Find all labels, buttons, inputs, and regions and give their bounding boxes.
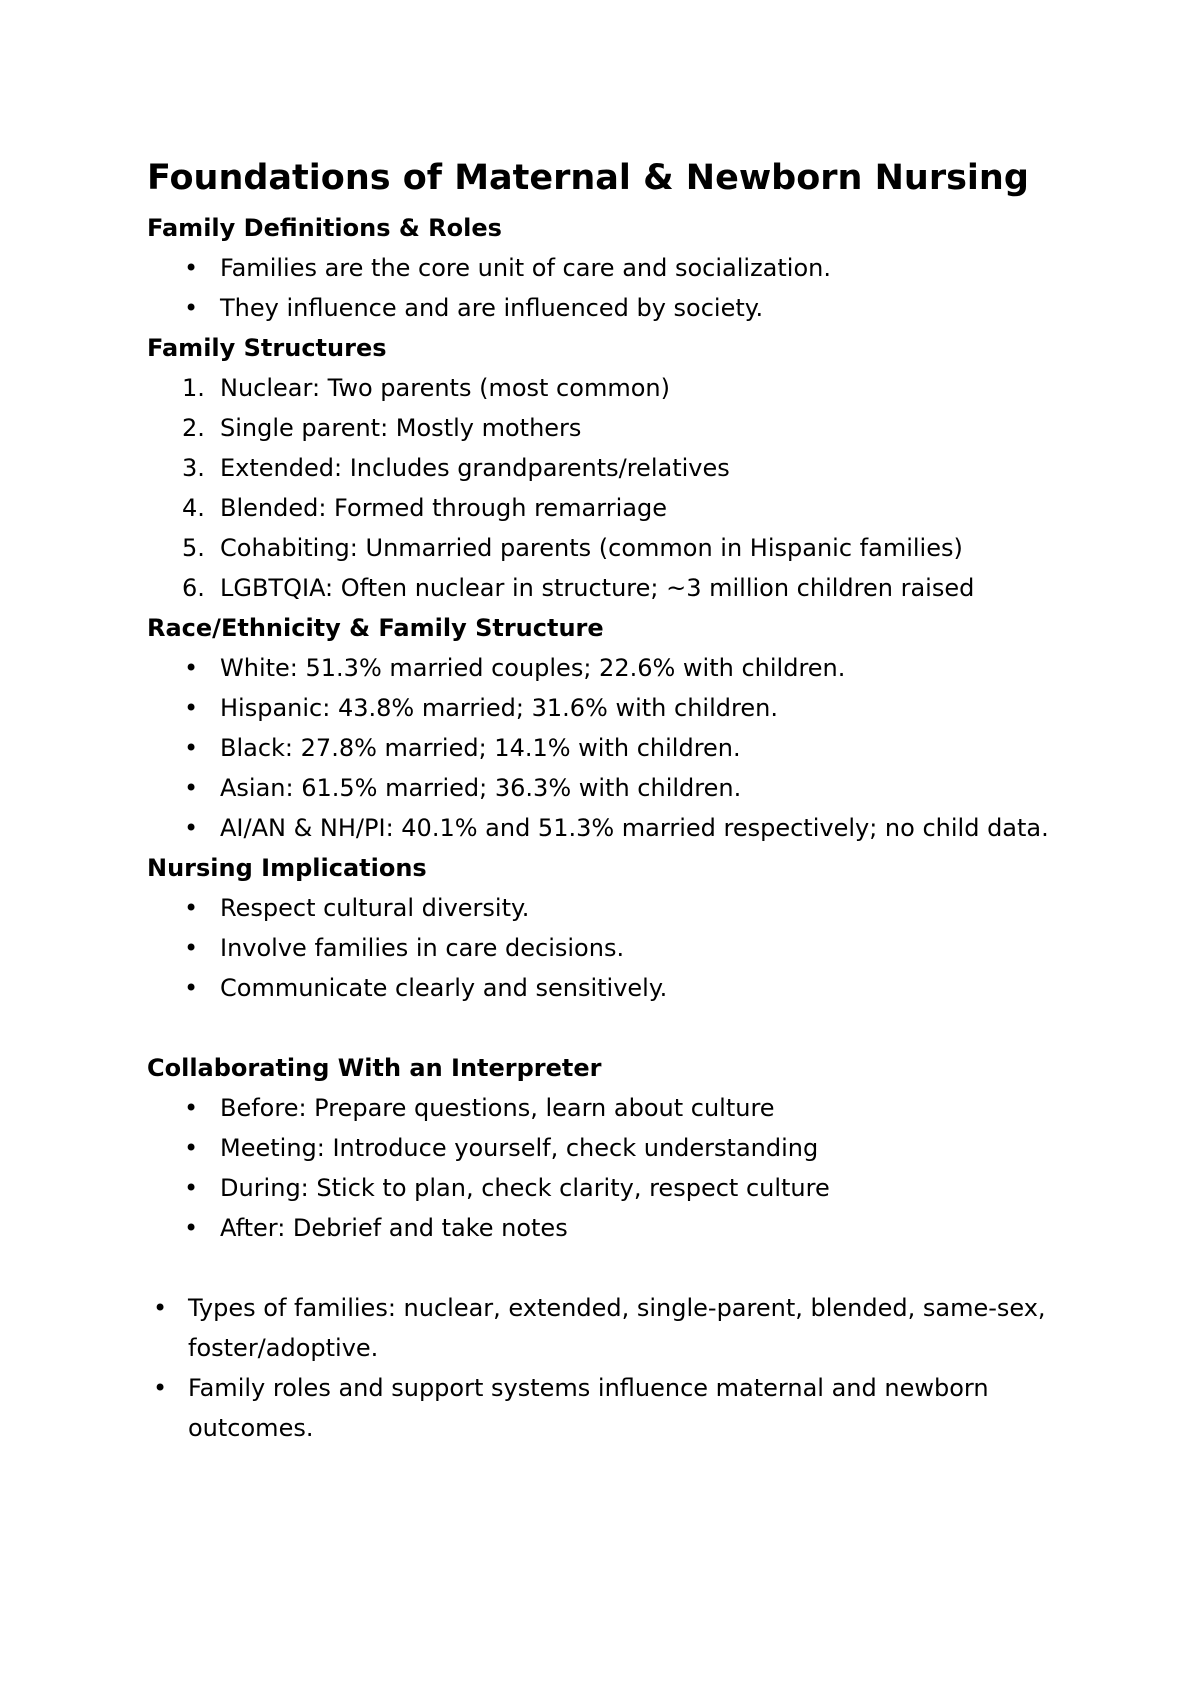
page-title: Foundations of Maternal & Newborn Nursing bbox=[147, 158, 1029, 198]
item-number: 3. bbox=[182, 454, 205, 482]
list-item: • White: 51.3% married couples; 22.6% with children. bbox=[147, 648, 1087, 688]
item-text: Nuclear: Two parents (most common) bbox=[220, 374, 670, 402]
list-item: • Before: Prepare questions, learn about culture bbox=[147, 1088, 1087, 1128]
list-item: • Black: 27.8% married; 14.1% with children. bbox=[147, 728, 1087, 768]
heading-family-definitions: Family Definitions & Roles bbox=[147, 214, 502, 242]
list-item: • Families are the core unit of care and socialization. bbox=[147, 248, 1087, 288]
numbered-item bbox=[147, 408, 1087, 448]
spacer bbox=[147, 1248, 1087, 1288]
family-definitions-list bbox=[147, 248, 1087, 328]
numbered-item bbox=[147, 448, 1087, 488]
summary-list bbox=[147, 1288, 1087, 1448]
list-item: • Asian: 61.5% married; 36.3% with children. bbox=[147, 768, 1087, 808]
numbered-item bbox=[147, 528, 1087, 568]
list-item: • Communicate clearly and sensitively. bbox=[147, 968, 1087, 1008]
list-item: • Involve families in care decisions. bbox=[147, 928, 1087, 968]
spacer bbox=[147, 1008, 1087, 1048]
numbered-item bbox=[147, 488, 1087, 528]
list-item: • Respect cultural diversity. bbox=[147, 888, 1087, 928]
item-text: Single parent: Mostly mothers bbox=[220, 414, 582, 442]
numbered-item bbox=[147, 368, 1087, 408]
document-content bbox=[147, 148, 1087, 1448]
item-number: 1. bbox=[182, 374, 205, 402]
list-item: • After: Debrief and take notes bbox=[147, 1208, 1087, 1248]
item-text: Extended: Includes grandparents/relatives bbox=[220, 454, 730, 482]
item-number: 2. bbox=[182, 414, 205, 442]
nursing-implications-list bbox=[147, 888, 1087, 1008]
heading-interpreter: Collaborating With an Interpreter bbox=[147, 1054, 602, 1082]
list-item: • AI/AN & NH/PI: 40.1% and 51.3% married respectively; no child data. bbox=[147, 808, 1087, 848]
list-item: • During: Stick to plan, check clarity, respect culture bbox=[147, 1168, 1087, 1208]
item-text: Blended: Formed through remarriage bbox=[220, 494, 667, 522]
heading-family-structures: Family Structures bbox=[147, 334, 387, 362]
item-text: Cohabiting: Unmarried parents (common in Hispanic families) bbox=[220, 534, 963, 562]
heading-race-ethnicity: Race/Ethnicity & Family Structure bbox=[147, 614, 604, 642]
race-ethnicity-list bbox=[147, 648, 1087, 848]
item-number: 6. bbox=[182, 574, 205, 602]
list-item: • Meeting: Introduce yourself, check understanding bbox=[147, 1128, 1087, 1168]
item-number: 5. bbox=[182, 534, 205, 562]
family-structures-list bbox=[147, 368, 1087, 608]
list-item: • Types of families: nuclear, extended, single-parent, blended, same-sex, foster/adoptive. bbox=[147, 1288, 1087, 1368]
item-number: 4. bbox=[182, 494, 205, 522]
list-item: • Hispanic: 43.8% married; 31.6% with children. bbox=[147, 688, 1087, 728]
heading-nursing-implications: Nursing Implications bbox=[147, 854, 427, 882]
interpreter-list bbox=[147, 1088, 1087, 1248]
list-item: • Family roles and support systems influence maternal and newborn outcomes. bbox=[147, 1368, 1087, 1448]
numbered-item bbox=[147, 568, 1087, 608]
list-item: • They influence and are influenced by society. bbox=[147, 288, 1087, 328]
item-text: LGBTQIA: Often nuclear in structure; ~3 million children raised bbox=[220, 574, 975, 602]
